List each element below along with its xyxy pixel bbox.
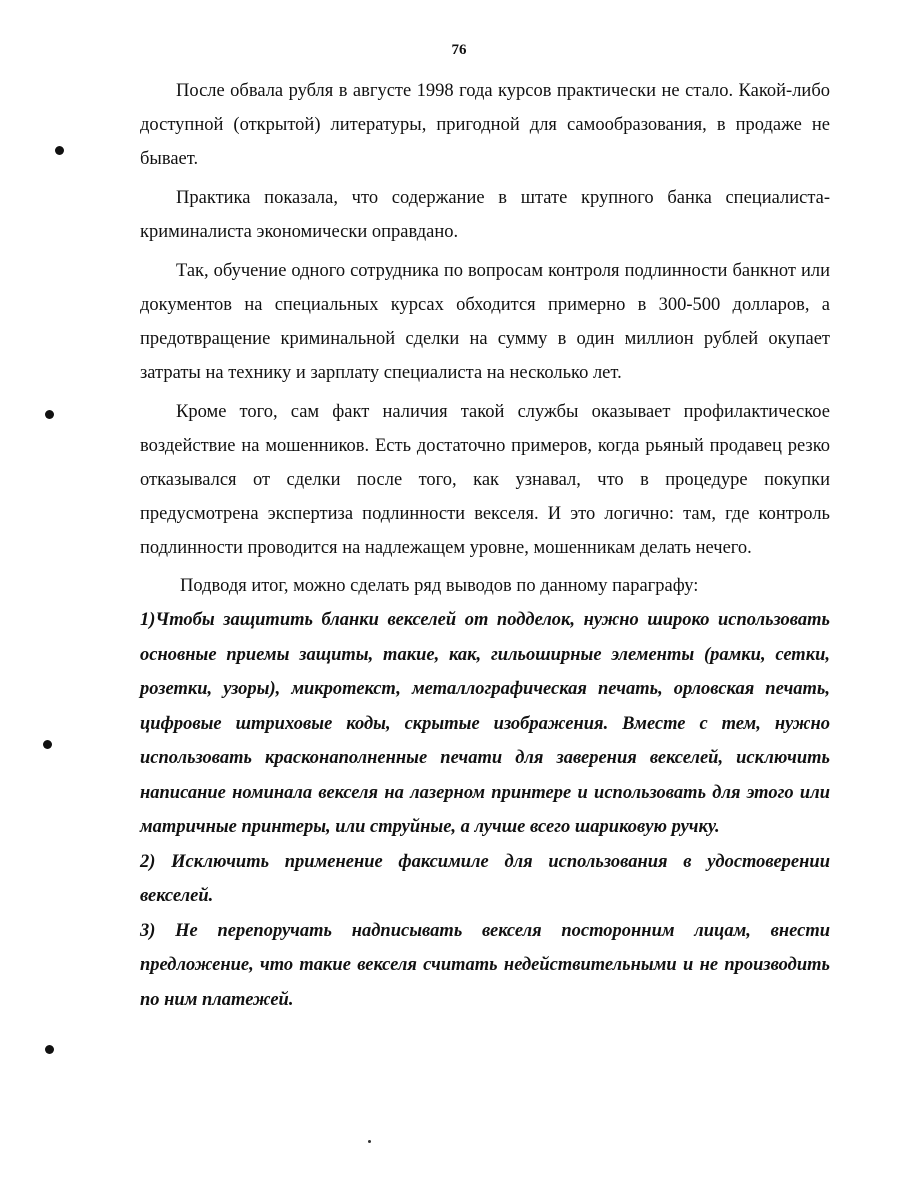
paragraph: Кроме того, сам факт наличия такой службы оказывает профилактическое воздействие на мошенников. Есть достаточно примеров, когда рьяный продавец резко отказывался от сделки после того, как узнавал, что в процедуре покупки предусмотрена экспертиза подлинности векселя. И это логично: там, где контроль подлинности проводится на надлежащем уровне, мошенникам делать нечего.: [140, 402, 830, 558]
conclusion-item: 1)Чтобы защитить бланки векселей от подделок, нужно широко использовать основные приемы защиты, такие, как, гильоширные элементы (рамки, сетки, розетки, узоры), микротекст, металлографическая печать, орловская печать, цифровые штриховые коды, скрытые изображения. Вместе с тем, нужно использовать красконаполненные печати для заверения векселей, исключить написание номинала векселя на лазерном принтере и использовать для этого или матричные принтеры, или струйные, а лучше всего шариковую ручку.: [140, 610, 830, 837]
binding-hole-mark: [43, 740, 52, 749]
paragraph: После обвала рубля в августе 1998 года курсов практически не стало. Какой-либо доступной (открытой) литературы, пригодной для самообразования, в продаже не бывает.: [140, 81, 830, 169]
page-number: 76: [451, 42, 467, 58]
scan-speck: [368, 1140, 371, 1143]
document-body: [140, 74, 830, 1017]
paragraph: Практика показала, что содержание в штате крупного банка специалиста-криминалиста экономически оправдано.: [140, 188, 830, 242]
binding-hole-mark: [45, 1045, 54, 1054]
conclusion-item: 2) Исключить применение факсимиле для использования в удостоверении векселей.: [140, 851, 830, 906]
conclusion-item: 3) Не перепоручать надписывать векселя посторонним лицам, внести предложение, что такие векселя считать недействительными и не производить по ним платежей.: [140, 920, 830, 1010]
binding-hole-mark: [45, 410, 54, 419]
paragraph-summary-intro: Подводя итог, можно сделать ряд выводов по данному параграфу:: [180, 576, 699, 596]
binding-hole-mark: [55, 146, 64, 155]
paragraph: Так, обучение одного сотрудника по вопросам контроля подлинности банкнот или документов на специальных курсах обходится примерно в 300-500 долларов, а предотвращение криминальной сделки на сумму в один миллион рублей окупает затраты на технику и зарплату специалиста на несколько лет.: [140, 261, 830, 383]
